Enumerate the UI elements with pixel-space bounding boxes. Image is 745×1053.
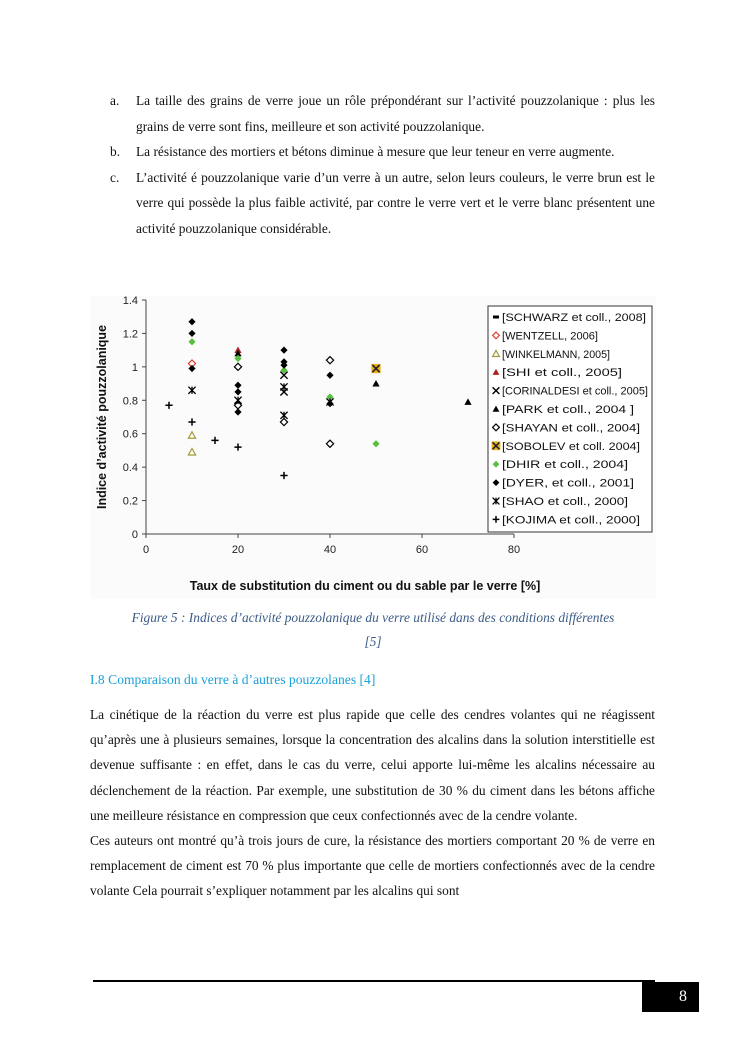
legend-label: [SHAO et coll., 2000] xyxy=(502,496,629,508)
data-point xyxy=(188,338,195,345)
data-point xyxy=(280,383,287,390)
data-point xyxy=(234,397,241,404)
x-tick-label: 20 xyxy=(231,544,245,556)
section-heading: I.8 Comparaison du verre à d’autres pouzzolanes [4] xyxy=(90,672,376,687)
legend-label: [SOBOLEV et coll. 2004] xyxy=(502,440,641,453)
legend-label: [CORINALDESI et coll., 2005] xyxy=(502,385,649,398)
x-tick-label: 80 xyxy=(507,544,521,556)
marker-shape xyxy=(188,418,195,425)
data-point xyxy=(188,418,195,425)
data-point xyxy=(280,347,287,354)
marker-shape xyxy=(188,387,195,394)
data-point xyxy=(280,472,287,479)
marker-shape xyxy=(188,365,195,372)
data-point xyxy=(234,363,241,370)
marker-shape xyxy=(165,402,172,409)
paragraph: La cinétique de la réaction du verre est plus rapide que celle des cendres volantes qui ne réagissent qu’après une à plusieurs semaines, lorsque la concentration des alcalins dans la solution interstitielle est devenue suffisante : en effet, dans le cas du verre, celui apporte lui-même les alcalins nécessaire au déclenchement de la réaction. Par exemple, une substitution de 30 % du ciment dans les bétons affiche une meilleure résistance en compression que ceux confectionnés avec de la cendre volante. xyxy=(90,707,655,823)
data-point xyxy=(371,364,380,373)
marker-shape xyxy=(280,418,287,425)
data-point xyxy=(280,418,287,425)
conclusions-list xyxy=(110,88,655,241)
y-tick-label: 0.8 xyxy=(122,395,138,408)
data-point xyxy=(372,440,379,447)
marker-shape xyxy=(326,357,333,364)
legend-label: [SCHWARZ et coll., 2008] xyxy=(502,312,647,324)
data-point xyxy=(464,398,471,404)
marker-shape xyxy=(372,380,379,386)
figure xyxy=(90,296,656,599)
x-tick-label: 60 xyxy=(415,544,429,556)
caption-line-2: [5] xyxy=(364,634,382,649)
legend-label: [SHI et coll., 2005] xyxy=(502,367,623,380)
x-tick-label: 40 xyxy=(323,544,337,556)
legend-label: [WINKELMANN, 2005] xyxy=(502,348,611,361)
body-text xyxy=(90,702,655,904)
y-tick-label: 0 xyxy=(131,529,138,541)
legend-label: [KOJIMA et coll., 2000] xyxy=(502,514,641,527)
list-marker: a. xyxy=(110,93,120,108)
y-tick-label: 1.4 xyxy=(122,296,138,307)
marker-shape xyxy=(464,398,471,404)
y-tick-label: 1 xyxy=(131,361,138,374)
marker-shape xyxy=(280,347,287,354)
marker-shape xyxy=(234,443,241,450)
legend-label: [DYER, et coll., 2001] xyxy=(502,477,635,490)
marker-shape xyxy=(234,408,241,415)
data-point xyxy=(326,440,333,447)
marker-shape xyxy=(280,472,287,479)
legend-label: [SHAYAN et coll., 2004] xyxy=(502,422,641,435)
data-point xyxy=(326,372,333,379)
data-point xyxy=(188,387,195,394)
list-item xyxy=(110,88,655,139)
legend-label: [WENTZELL, 2006] xyxy=(502,330,599,343)
list-item xyxy=(110,165,655,242)
marker-shape xyxy=(234,382,241,389)
marker-shape xyxy=(326,372,333,379)
marker-shape xyxy=(188,318,195,325)
data-point xyxy=(211,437,218,444)
data-point xyxy=(234,382,241,389)
data-point xyxy=(234,408,241,415)
y-tick-label: 0.6 xyxy=(122,428,138,441)
marker-shape xyxy=(188,330,195,337)
y-tick-label: 0.4 xyxy=(122,462,138,475)
marker-shape xyxy=(211,437,218,444)
x-axis-label: Taux de substitution du ciment ou du sable par le verre [%] xyxy=(189,579,541,593)
marker-shape xyxy=(188,338,195,345)
data-point xyxy=(165,402,172,409)
list-text: La taille des grains de verre joue un rôle prépondérant sur l’activité pouzzolanique : plus les grains de verre sont fins, meilleure et son activité pouzzolanique. xyxy=(136,93,655,134)
list-marker: b. xyxy=(110,144,121,159)
marker-shape xyxy=(188,449,195,455)
data-point xyxy=(188,432,195,438)
footer-rule xyxy=(93,980,655,982)
legend-marker xyxy=(492,441,501,450)
data-point xyxy=(372,380,379,386)
legend-label: [PARK et coll., 2004 ] xyxy=(502,404,635,416)
marker-shape xyxy=(493,316,499,319)
list-text: L’activité é pouzzolanique varie d’un verre à un autre, selon leurs couleurs, le verre brun est le verre qui possède la plus faible activité, par contre le verre vert et le verre blanc présentent une activité pouzzolanique considérable. xyxy=(136,169,655,236)
list-item xyxy=(110,139,655,165)
legend-marker xyxy=(493,316,499,319)
scatter-chart xyxy=(90,296,656,599)
paragraph: Ces auteurs ont montré qu’à trois jours de cure, la résistance des mortiers comportant 20 % de verre en remplacement de ciment est 70 % plus importante que celle de mortiers confectionnés avec de la cendre volante Cela pourrait s’expliquer notamment par les alcalins qui sont xyxy=(90,833,655,899)
marker-shape xyxy=(234,388,241,395)
data-point xyxy=(188,365,195,372)
marker-shape xyxy=(234,363,241,370)
page-number: 8 xyxy=(642,982,699,1012)
marker-shape xyxy=(372,440,379,447)
figure-caption xyxy=(90,606,656,654)
list-text: La résistance des mortiers et bétons diminue à mesure que leur teneur en verre augmente. xyxy=(136,144,615,159)
data-point xyxy=(280,412,287,419)
y-axis-label: Indice d’activité pouzzolanique xyxy=(95,324,109,510)
marker-shape xyxy=(234,397,241,404)
caption-line-1: Figure 5 : Indices d’activité pouzzolanique du verre utilisé dans des conditions différentes xyxy=(131,610,615,625)
marker-shape xyxy=(280,383,287,390)
marker-shape xyxy=(326,440,333,447)
marker-shape xyxy=(280,412,287,419)
y-tick-label: 1.2 xyxy=(122,328,138,341)
data-point xyxy=(326,398,333,405)
data-point xyxy=(188,449,195,455)
list-marker: c. xyxy=(110,169,120,185)
data-point xyxy=(188,330,195,337)
data-point xyxy=(234,443,241,450)
data-point xyxy=(234,388,241,395)
x-tick-label: 0 xyxy=(142,544,150,556)
data-point xyxy=(326,357,333,364)
marker-shape xyxy=(326,398,333,405)
data-point xyxy=(188,318,195,325)
legend-label: [DHIR et coll., 2004] xyxy=(502,459,629,472)
marker-shape xyxy=(188,432,195,438)
y-tick-label: 0.2 xyxy=(122,495,138,508)
